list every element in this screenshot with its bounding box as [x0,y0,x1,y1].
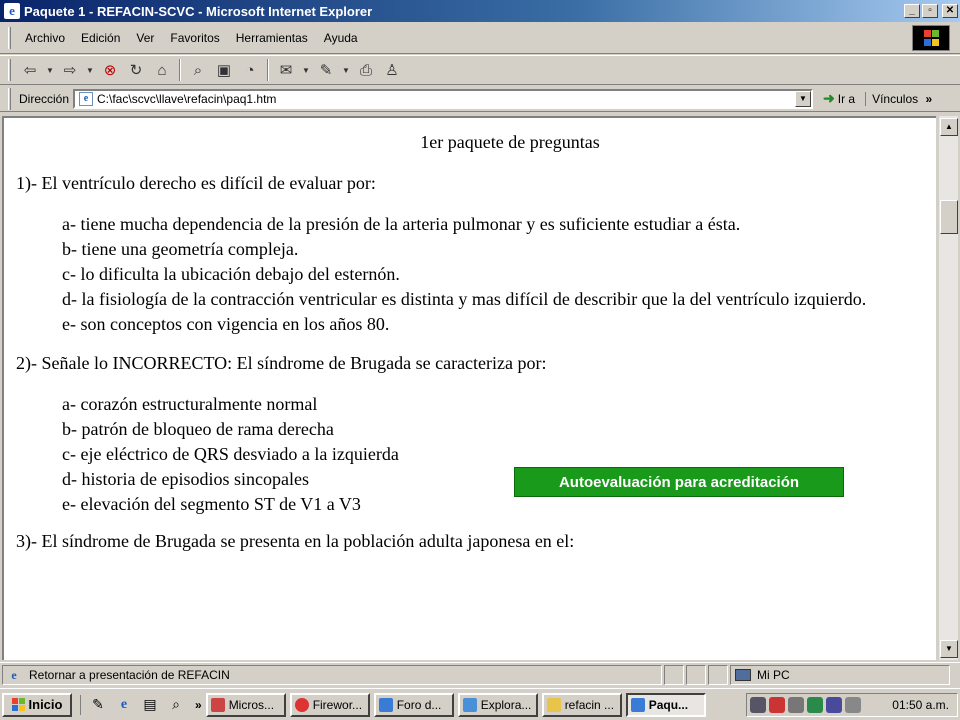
status-text: Retornar a presentación de REFACIN [29,667,230,682]
option-2d: d- historia de episodios sincopales [62,469,309,489]
scroll-thumb[interactable] [940,200,958,234]
option-2c: c- eje eléctrico de QRS desviado a la izquierda [62,444,399,464]
task-label: refacin ... [564,697,615,712]
option-1b: b- tiene una geometría compleja. [62,239,299,259]
clock[interactable]: 01:50 a.m. [892,698,949,712]
page-icon: e [11,667,17,682]
menu-grip[interactable] [8,27,11,49]
menu-herramientas[interactable]: Herramientas [235,30,308,45]
forward-icon[interactable]: ⇨ [63,62,77,79]
toolbar-grip[interactable] [8,59,11,81]
window-title-bar[interactable] [0,0,960,22]
toolbar-separator [179,59,181,81]
ie-icon[interactable]: e [120,696,128,712]
option-1e: e- son conceptos con vigencia en los años 80. [62,314,390,334]
mail-dropdown-icon[interactable]: ▼ [302,65,310,75]
start-button[interactable] [2,693,72,717]
app-tray-icon[interactable] [845,697,861,713]
address-bar [0,86,960,112]
option-2a: a- corazón estructuralmente normal [62,394,318,414]
menu-bar [0,22,960,54]
start-label: Inicio [28,697,63,712]
option-2b: b- patrón de bloqueo de rama derecha [62,419,334,439]
favorites-icon[interactable]: ▣ [216,62,232,79]
network-icon[interactable] [750,697,766,713]
question-1: 1)- El ventrículo derecho es difícil de evaluar por: [16,173,376,193]
explorer-icon [463,698,477,712]
task-button-active[interactable] [626,693,706,717]
chevron-icon: » [925,91,933,106]
task-button[interactable] [206,693,286,717]
ie-icon [379,698,393,712]
desktop-icon[interactable]: ▤ [143,696,157,712]
back-icon[interactable]: ⇦ [23,62,37,79]
question-1-options [62,212,872,337]
address-value[interactable]: C:\fac\scvc\llave\refacin\paq1.htm [97,91,277,106]
menu-favoritos[interactable]: Favoritos [170,30,220,45]
zone-label: Mi PC [757,667,790,682]
menu-archivo[interactable]: Archivo [25,30,66,45]
search-icon[interactable]: ⌕ [172,696,180,712]
back-dropdown-icon[interactable]: ▼ [46,65,54,75]
fireworks-icon [295,698,309,712]
go-arrow-icon: ➜ [823,90,835,106]
edit-icon[interactable]: ✎ [319,62,333,79]
address-grip[interactable] [8,88,11,110]
status-message [2,665,662,685]
menu-ver[interactable]: Ver [136,30,155,45]
notepad-icon[interactable]: ✎ [92,696,104,712]
accreditation-banner: Autoevaluación para acreditación [514,467,844,497]
security-zone [730,665,950,685]
stop-icon[interactable]: ⊗ [103,62,117,79]
page-title: 1er paquete de preguntas [420,132,600,152]
windows-flag-icon [12,698,25,711]
forward-dropdown-icon[interactable]: ▼ [86,65,94,75]
status-cell [664,665,684,685]
go-label: Ir a [837,91,856,106]
task-label: Paqu... [648,697,689,712]
address-dropdown-icon[interactable]: ▼ [795,91,811,107]
minimize-button[interactable]: _ [904,4,920,18]
scroll-up-icon[interactable]: ▲ [940,118,958,136]
task-label: Foro d... [396,697,442,712]
mail-icon[interactable]: ✉ [279,62,293,79]
quick-launch [80,695,202,715]
standard-toolbar [0,55,960,85]
task-button[interactable] [458,693,538,717]
question-3: 3)- El síndrome de Brugada se presenta en la población adulta japonesa en el: [16,531,575,551]
menu-ayuda[interactable]: Ayuda [323,30,358,45]
menu-edicion[interactable]: Edición [81,30,121,45]
status-cell [686,665,706,685]
taskbar [0,688,960,720]
app-tray-icon[interactable] [807,697,823,713]
search-icon[interactable]: ⌕ [193,61,203,79]
windows-logo-icon [912,25,950,51]
page-icon: e [79,92,93,106]
history-icon[interactable]: ◔ [245,61,255,79]
close-button[interactable]: ✕ [942,4,958,18]
home-icon[interactable]: ⌂ [157,61,167,79]
question-2-options [62,392,872,517]
antivirus-icon[interactable] [769,697,785,713]
page-content [2,116,936,660]
toolbar-separator [267,59,269,81]
quick-launch-more[interactable]: » [195,697,202,712]
go-button[interactable] [823,90,855,107]
folder-icon [547,698,561,712]
app-tray-icon[interactable] [826,697,842,713]
address-label: Dirección [19,91,70,106]
option-1d: d- la fisiología de la contracción ventricular es distinta y mas difícil de describir que la del ventrículo izquierdo. [62,289,867,309]
task-button[interactable] [290,693,370,717]
address-input[interactable] [73,89,813,109]
task-label: Firewor... [312,697,363,712]
status-cell [708,665,728,685]
powerpoint-icon [211,698,225,712]
option-1a: a- tiene mucha dependencia de la presión de la arteria pulmonar y es suficiente estudiar a ésta. [62,214,741,234]
task-label: Micros... [228,697,275,712]
my-computer-icon [735,669,751,681]
question-2: 2)- Señale lo INCORRECTO: El síndrome de Brugada se caracteriza por: [16,353,547,373]
print-icon[interactable]: ⎙ [359,61,372,79]
option-1c: c- lo dificulta la ubicación debajo del esternón. [62,264,400,284]
vertical-scrollbar[interactable] [938,116,958,660]
links-label: Vínculos [872,91,919,106]
edit-dropdown-icon[interactable]: ▼ [342,65,350,75]
window-title: Paquete 1 - REFACIN-SCVC - Microsoft Internet Explorer [24,3,373,19]
ie-icon [631,698,645,712]
status-bar [0,662,960,686]
volume-icon[interactable] [788,697,804,713]
system-tray [746,693,958,717]
ie-page-icon: e [4,3,20,19]
task-button[interactable] [374,693,454,717]
scroll-down-icon[interactable]: ▼ [940,640,958,658]
messenger-icon[interactable]: ♙ [385,62,399,79]
task-button[interactable] [542,693,622,717]
links-button[interactable] [865,92,932,106]
task-label: Explora... [480,697,532,712]
window-controls [904,4,958,18]
option-2e: e- elevación del segmento ST de V1 a V3 [62,494,361,514]
refresh-icon[interactable]: ↻ [129,62,143,79]
maximize-button[interactable]: ▫ [922,4,938,18]
